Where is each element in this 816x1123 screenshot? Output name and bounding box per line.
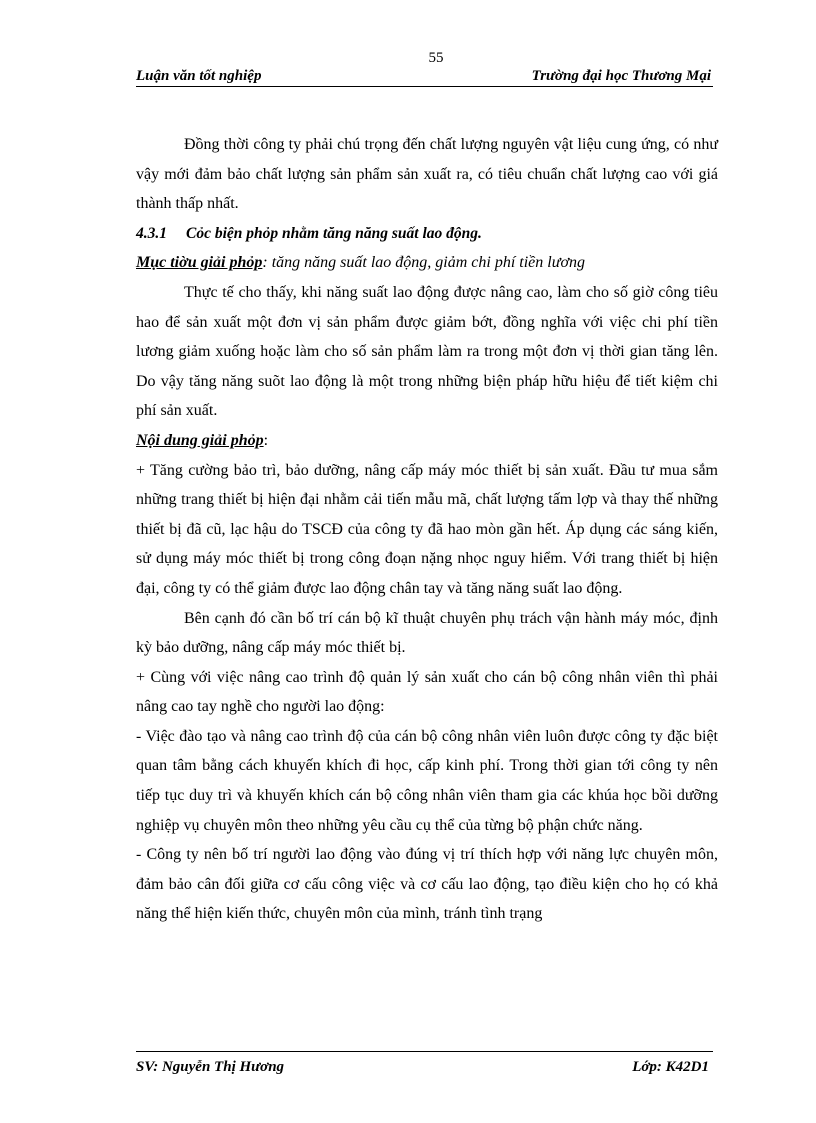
- footer-student: SV: Nguyễn Thị Hương: [136, 1059, 285, 1075]
- page-number: 55: [428, 50, 444, 66]
- page-footer: [136, 1051, 713, 1079]
- paragraph-placement: - Công ty nên bố trí người lao động vào đúng vị trí thích hợp với năng lực chuyên môn, đảm bảo cân đối giữa cơ cấu công việc và cơ cấu lao động, tạo điều kiện cho họ có khả năng thể hiện kiến thức, chuyên môn của mình, tránh tình trạng: [136, 846, 718, 923]
- content-line: [136, 426, 718, 456]
- goal-line: [136, 248, 718, 278]
- footer-class: Lớp: K42D1: [632, 1059, 709, 1075]
- section-number: 4.3.1: [136, 224, 167, 242]
- paragraph-quality-materials: Đồng thời công ty phải chú trọng đến chất lượng nguyên vật liệu cung ứng, có như vậy mới đảm bảo chất lượng sản phẩm sản xuất ra, có tiêu chuẩn chất lượng cao với giá thành thấp nhất.: [136, 136, 718, 213]
- content-colon: :: [263, 431, 269, 449]
- page-header: [136, 68, 713, 87]
- paragraph-technical-staff: Bên cạnh đó cần bố trí cán bộ kĩ thuật chuyên phụ trách vận hành máy móc, định kỳ bảo dưỡng, nâng cấp máy móc thiết bị.: [136, 609, 718, 657]
- content-label: Nội dung giải phỏp: [136, 431, 264, 449]
- goal-text: : tăng năng suất lao động, giảm chi phí tiền lương: [262, 254, 585, 272]
- section-title: Cỏc biện phỏp nhằm tăng năng suất lao động.: [186, 224, 482, 242]
- section-heading: [136, 219, 718, 249]
- paragraph-maintenance: + Tăng cường bảo trì, bảo dưỡng, nâng cấp máy móc thiết bị sản xuất. Đầu tư mua sắm những trang thiết bị hiện đại nhằm cải tiến mẫu mã, chất lượng tấm lợp và thay thế những thiết bị đã cũ, lạc hậu do TSCĐ của công ty đã hao mòn gần hết. Áp dụng các sáng kiến, sử dụng máy móc thiết bị trong công đoạn nặng nhọc nguy hiểm. Với trang thiết bị hiện đại, công ty có thể giảm được lao động chân tay và tăng năng suất lao động.: [136, 461, 718, 597]
- paragraph-productivity: Thực tế cho thấy, khi năng suất lao động được nâng cao, làm cho số giờ công tiêu hao để sản xuất một đơn vị sản phẩm được giảm bớt, đồng nghĩa với việc chi phí tiền lương giảm xuống hoặc làm cho số sản phẩm làm ra trong một đơn vị thời gian tăng lên. Do vậy tăng năng suõt lao động là một trong những biện pháp hữu hiệu để tiết kiệm chi phí sản xuất.: [136, 283, 718, 420]
- goal-label: Mục tiờu giải phỏp: [136, 254, 263, 272]
- header-university: Trường đại học Thương Mại: [531, 68, 711, 84]
- header-thesis-title: Luận văn tốt nghiệp: [136, 68, 262, 84]
- page-body: [136, 130, 718, 929]
- paragraph-training: - Việc đào tạo và nâng cao trình độ của cán bộ công nhân viên luôn được công ty đặc biệt quan tâm bằng cách khuyến khích đi học, cấp kinh phí. Trong thời gian tới công ty nên tiếp tục duy trì và khuyến khích cán bộ công nhân viên tham gia các khúa học bồi dưỡng nghiệp vụ chuyên môn theo những yêu cầu cụ thể của từng bộ phận chức năng.: [136, 727, 718, 834]
- paragraph-skills: + Cùng với việc nâng cao trình độ quản lý sản xuất cho cán bộ công nhân viên thì phải nâng cao tay nghề cho người lao động:: [136, 668, 718, 716]
